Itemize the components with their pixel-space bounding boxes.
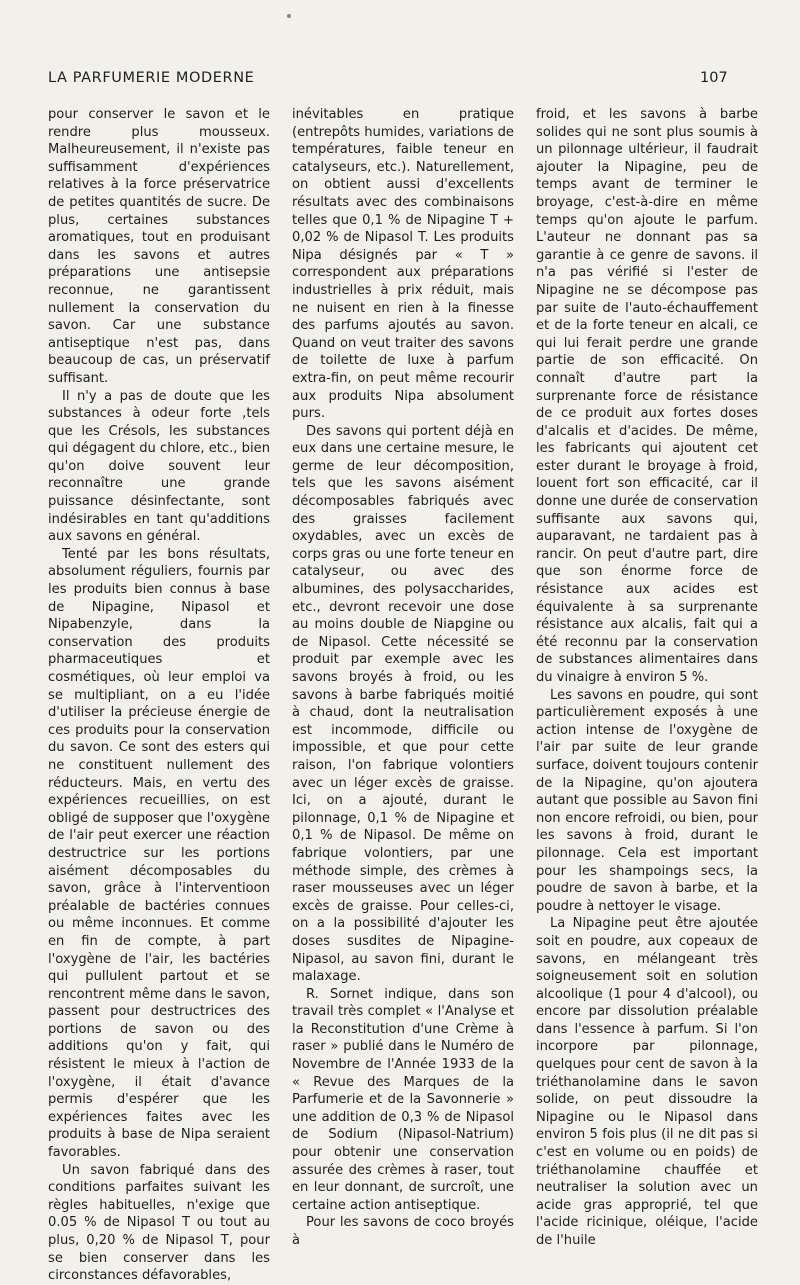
paragraph: La Nipagine peut être ajoutée soit en poudre, aux copeaux de savons, en mélangeant très soigneusement soit en solution alcoolique (1 pour 4 d'alcool), ou encore par dissolution préalable dans l'essence à parfum. Si l'on incorpore par pilonnage, quelques pour cent de savon à la triéthanolamine dans le savon solide, on peut dissoudre la Nipagine ou le Nipasol dans environ 5 fois plus (il ne dit pas si c'est en volume ou en poids) de triéthanolamine chauffée et neutraliser la solution avec un acide gras approprié, tel que l'acide ricinique, oléique, l'acide de l'huile: [536, 916, 758, 1248]
paragraph: Pour les savons de coco broyés à: [292, 1215, 514, 1248]
paragraph: inévitables en pratique (entrepôts humides, variations de températures, faible teneur en catalyseurs, etc.). Naturellement, on obtient aussi d'excellents résultats avec des combinaisons telles que 0,1 % de Nipagine T + 0,02 % de Nipasol T. Les produits Nipa désignés par « T » correspondent aux préparations industrielles à prix réduit, mais ne nuisent en rien à la finesse des parfums ajoutés au savon. Quand on veut traiter des savons de toilette de luxe à parfum extra-fin, on peut même recourir aux produits Nipa absolument purs.: [292, 107, 514, 422]
column-3: [536, 106, 758, 1285]
running-header-title: LA PARFUMERIE MODERNE: [48, 70, 255, 86]
paragraph: R. Sornet indique, dans son travail très complet « l'Analyse et la Reconstitution d'une Crème à raser » publié dans le Numéro de Novembre de l'Année 1933 de la « Revue des Marques de la Parfumerie et de la Savonnerie » une addition de 0,3 % de Nipasol de Sodium (Nipasol-Natrium) pour obtenir une conservation assurée des crèmes à raser, tout en leur donnant, de surcroît, une certaine action antiseptique.: [292, 986, 514, 1213]
paragraph: Il n'y a pas de doute que les substances à odeur forte ,tels que les Crésols, les substances qui dégagent du chlore, etc., bien qu'on doive souvent leur reconnaître une grande puissance désinfectante, sont indésirables en tant qu'additions aux savons en général.: [48, 388, 270, 545]
paragraph: Un savon fabriqué dans des conditions parfaites suivant les règles habituelles, n'exige que 0.05 % de Nipasol T ou tout au plus, 0,20 % de Nipasol T, pour se bien conserver dans les circonstances défavorables,: [48, 1162, 270, 1284]
paragraph: Des savons qui portent déjà en eux dans une certaine mesure, le germe de leur décomposition, tels que les savons aisément décomposables fabriqués avec des graisses facilement oxydables, avec un excès de corps gras ou une forte teneur en catalyseur, ou avec des albumines, des polysaccharides, etc., devront recevoir une dose au moins double de Niapgine ou de Nipasol. Cette nécessité se produit par exemple avec les savons broyés à froid, ou les savons à barbe fabriqués moitié à chaud, dont la neutralisation est incommode, difficile ou impossible, et que pour cette raison, l'on fabrique volontiers avec un léger excès de graisse. Ici, on a ajouté, durant le pilonnage, 0,1 % de Nipagine et 0,1 % de Nipasol. De même on fabrique volontiers, par une méthode simple, des crèmes à raser mousseuses avec un léger excès de graisse. Pour celles-ci, on a la possibilité d'ajouter les doses susdites de Nipagine-Nipasol, au savon fini, durant le malaxage.: [292, 423, 514, 985]
paragraph: Les savons en poudre, qui sont particulièrement exposés à une action intense de l'oxygène de l'air par suite de leur grande surface, doivent toujours contenir de la Nipagine, qu'on ajoutera autant que possible au Savon fini non encore refroidi, ou bien, pour les savons à froid, durant le pilonnage. Cela est important pour les shampoings secs, la poudre de savon à barbe, et la poudre à nettoyer le visage.: [536, 687, 758, 914]
column-2: [292, 106, 514, 1285]
text-columns: [48, 106, 758, 1285]
page-number: 107: [700, 70, 728, 86]
paragraph: froid, et les savons à barbe solides qui ne sont plus soumis à un pilonnage ultérieur, il faudrait ajouter la Nipagine, peu de temps avant de terminer le broyage, c'est-à-dire en même temps qu'on ajoute le parfum. L'auteur ne donnant pas sa garantie à ce genre de savons. il n'a pas vérifié si l'ester de Nipagine ne se décompose pas par suite de l'auto-échauffement et de la forte teneur en alcali, ce qui lui ferait perdre une grande partie de son efficacité. On connaît d'autre part la surprenante force de résistance de ce produit aux fortes doses d'alcalis et d'acides. De même, les fabricants qui ajoutent cet ester durant le broyage à froid, louent fort son efficacité, car il donne une durée de conservation suffisante aux savons qui, auparavant, ne tardaient pas à rancir. On peut d'autre part, dire que son énorme force de résistance aux acides est équivalente à sa surprenante résistance aux alcalis, fait qui a été reconnu par la conservation de substances alimentaires dans du vinaigre à environ 5 %.: [536, 107, 758, 685]
paragraph: pour conserver le savon et le rendre plus mousseux. Malheureusement, il n'existe pas suffisamment d'expériences relatives à la force préservatrice de petites quantités de sucre. De plus, certaines substances aromatiques, tout en produisant dans les savons et autres préparations une antisepsie reconnue, ne garantissent nullement la conservation du savon. Car une substance antiseptique n'est pas, dans beaucoup de cas, un préservatif suffisant.: [48, 107, 270, 386]
column-1: [48, 106, 270, 1285]
paragraph: Tenté par les bons résultats, absolument réguliers, fournis par les produits bien connus à base de Nipagine, Nipasol et Nipabenzyle, dans la conservation des produits pharmaceutiques et cosmétiques, où leur emploi va se multipliant, on a eu l'idée d'utiliser la précieuse énergie de ces produits pour la conservation du savon. Ce sont des esters qui ne constituent nullement des réducteurs. Mais, en vertu des expériences recueillies, on est obligé de supposer que l'oxygène de l'air peut exercer une réaction destructrice sur les portions aisément décomposables du savon, grâce à l'interventioon préalable de bactéries connues ou même inconnues. Et comme en fin de compte, à part l'oxygène de l'air, les bactéries qui pullulent partout et se rencontrent même dans le savon, passent pour destructrices des portions de savon ou des additions qu'on y fait, qui résistent le mieux à l'action de l'oxygène, il était d'avance permis d'espérer que les expériences faites avec les produits à base de Nipa seraient favorables.: [48, 546, 270, 1161]
speck-dot: [287, 14, 291, 18]
